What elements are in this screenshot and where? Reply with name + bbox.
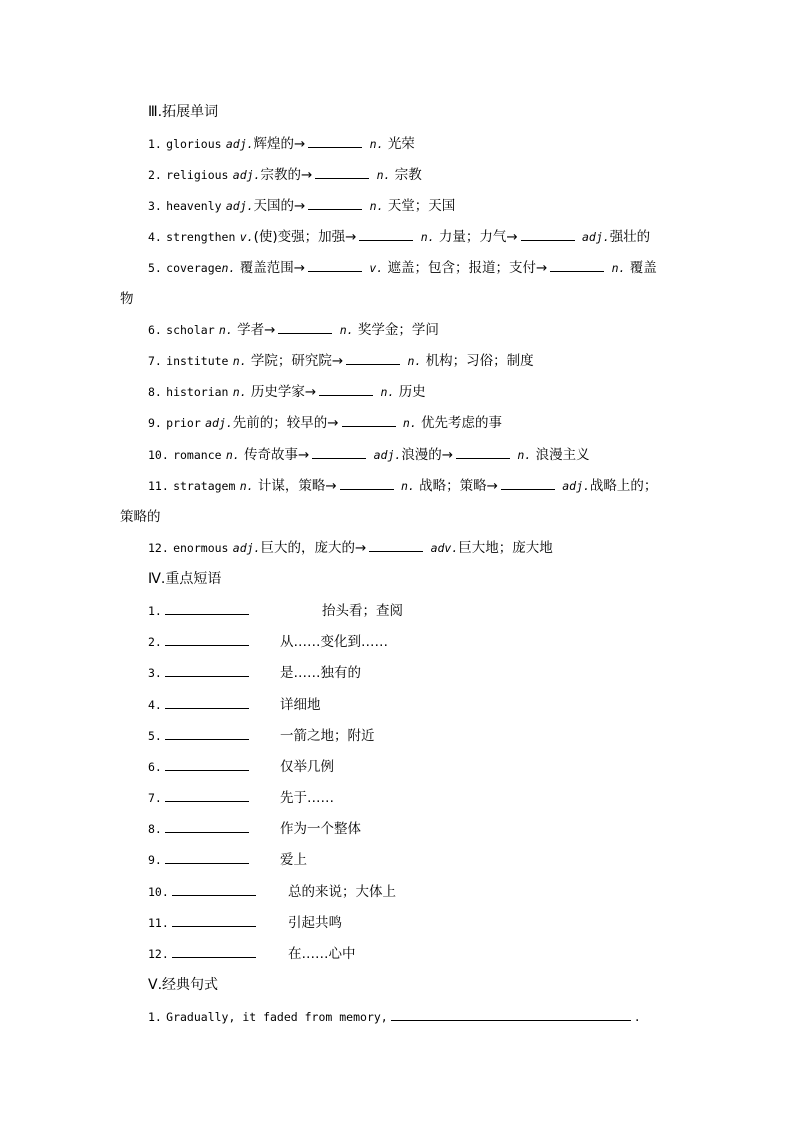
answer-blank[interactable] [172,913,256,927]
phrase-item-6: 6. [148,757,252,777]
phrase-meaning-6: 仅举几例 [280,759,334,775]
section-title-expand-words: Ⅲ.拓展单词 [148,104,219,120]
section-title-classic-sentences: Ⅴ.经典句式 [148,977,219,993]
answer-blank[interactable] [165,695,249,709]
phrase-meaning-10: 总的来说；大体上 [288,884,396,900]
answer-blank[interactable] [172,882,256,896]
word-item-6: 6. scholar n. 学者→ n. 奖学金；学问 [148,322,439,338]
answer-blank[interactable] [165,788,249,802]
phrase-item-10: 10. [148,882,259,902]
word-item-8: 8. historian n. 历史学家→ n. 历史 [148,384,426,400]
phrase-item-11: 11. [148,913,259,933]
phrase-meaning-5: 一箭之地；附近 [280,728,375,744]
sentence-item-1: 1. Gradually, it faded from memory, . [148,1007,641,1027]
answer-blank[interactable] [315,165,369,179]
phrase-item-8: 8. [148,819,252,839]
answer-blank[interactable] [165,663,249,677]
word-item-12: 12. enormous adj.巨大的，庞大的→ adv.巨大地；庞大地 [148,540,553,556]
word-item-7: 7. institute n. 学院；研究院→ n. 机构；习俗；制度 [148,353,534,369]
phrase-meaning-11: 引起共鸣 [288,915,342,931]
answer-blank[interactable] [550,258,604,272]
word-item-5: 5. coveragen. 覆盖范围→ v. 遮盖；包含；报道；支付→ n. 覆盖 [148,260,657,276]
answer-blank[interactable] [165,632,249,646]
answer-blank[interactable] [340,476,394,490]
phrase-item-3: 3. [148,663,252,683]
word-item-9: 9. prior adj.先前的；较早的→ n. 优先考虑的事 [148,415,503,431]
answer-blank[interactable] [172,944,256,958]
phrase-item-4: 4. [148,695,252,715]
answer-blank[interactable] [369,538,423,552]
phrase-item-5: 5. [148,726,252,746]
phrase-item-12: 12. [148,944,259,964]
phrase-meaning-4: 详细地 [280,697,321,713]
answer-blank[interactable] [359,227,413,241]
word-item-11: 11. stratagem n. 计谋，策略→ n. 战略；策略→ adj.战略上的； [148,478,658,494]
answer-blank[interactable] [501,476,555,490]
answer-blank[interactable] [346,351,400,365]
phrase-meaning-12: 在……心中 [288,946,356,962]
answer-blank[interactable] [165,819,249,833]
answer-blank[interactable] [342,413,396,427]
answer-blank[interactable] [521,227,575,241]
answer-blank[interactable] [312,445,366,459]
answer-blank[interactable] [308,258,362,272]
word-item-4: 4. strengthen v.(使)变强；加强→ n. 力量；力气→ adj.强壮的 [148,229,651,245]
answer-blank[interactable] [165,601,249,615]
phrase-meaning-1: 抬头看；查阅 [322,603,403,619]
word-item-11-continued: 策略的 [120,509,161,525]
section-title-key-phrases: Ⅳ.重点短语 [148,571,222,587]
word-item-2: 2. religious adj.宗教的→ n. 宗教 [148,167,422,183]
phrase-meaning-9: 爱上 [280,852,307,868]
word-item-1: 1. glorious adj.辉煌的→ n. 光荣 [148,136,415,152]
phrase-item-2: 2. [148,632,252,652]
phrase-meaning-7: 先于…… [280,790,334,806]
answer-blank[interactable] [165,757,249,771]
answer-blank[interactable] [308,196,362,210]
answer-blank[interactable] [319,382,373,396]
word-item-5-continued: 物 [120,291,134,307]
phrase-item-1: 1. [148,601,252,621]
answer-blank[interactable] [165,850,249,864]
word-item-10: 10. romance n. 传奇故事→ adj.浪漫的→ n. 浪漫主义 [148,447,590,463]
phrase-meaning-3: 是……独有的 [280,665,361,681]
phrase-meaning-8: 作为一个整体 [280,821,361,837]
phrase-meaning-2: 从……变化到…… [280,634,388,650]
answer-blank[interactable] [391,1007,631,1021]
answer-blank[interactable] [456,445,510,459]
answer-blank[interactable] [308,134,362,148]
answer-blank[interactable] [278,320,332,334]
phrase-item-7: 7. [148,788,252,808]
phrase-item-9: 9. [148,850,252,870]
word-item-3: 3. heavenly adj.天国的→ n. 天堂；天国 [148,198,456,214]
answer-blank[interactable] [165,726,249,740]
